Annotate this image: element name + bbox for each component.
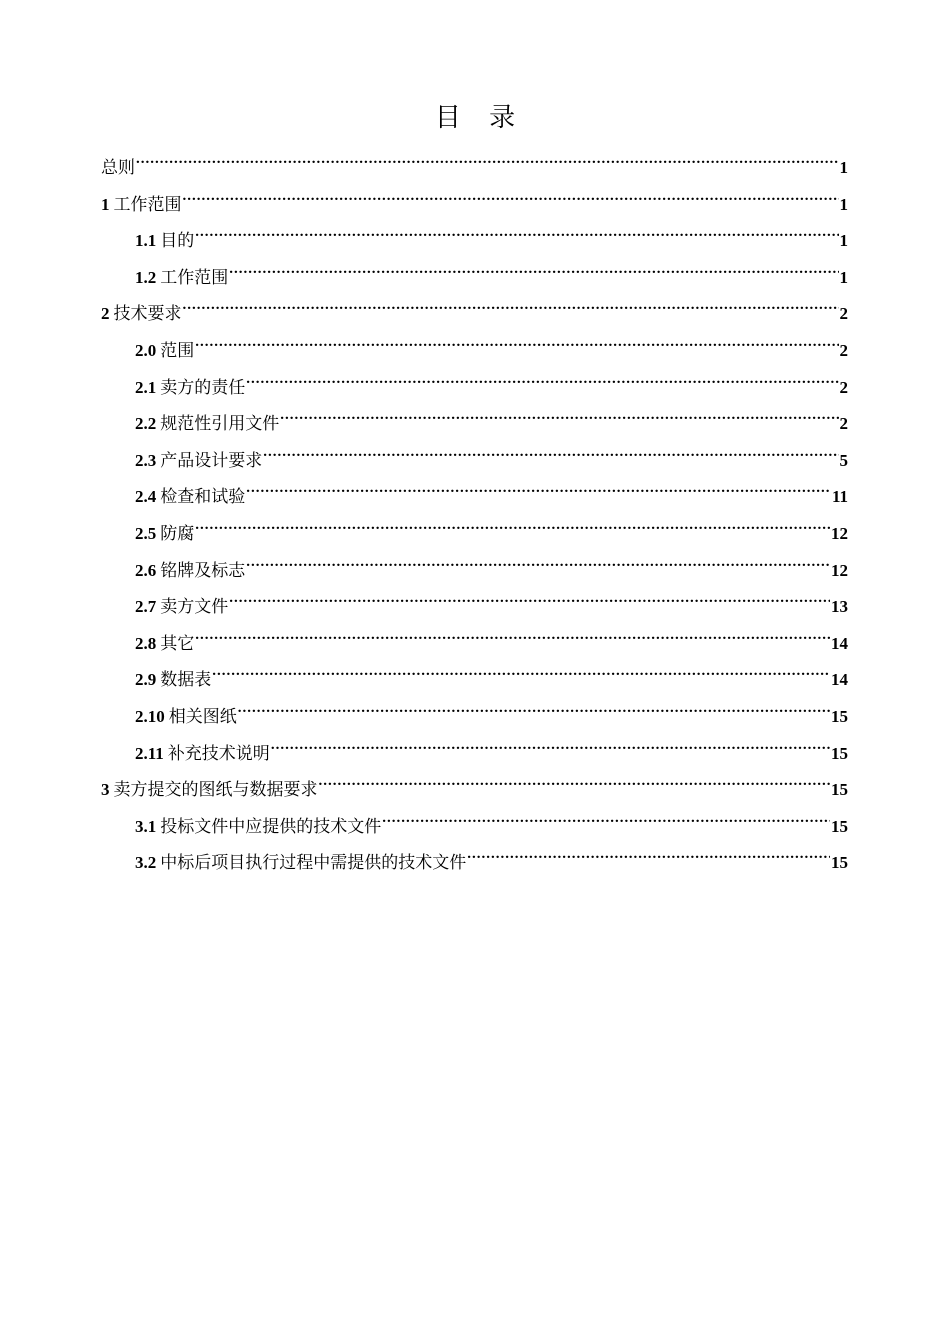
- toc-entry-2-0[interactable]: [101, 335, 848, 372]
- dot-leader: [319, 777, 831, 795]
- dot-leader: [246, 484, 831, 502]
- toc-entry-general[interactable]: [101, 152, 848, 189]
- toc-entry-label: 2.2 规范性引用文件: [135, 414, 280, 435]
- toc-entry-label: 2.6 铭牌及标志: [135, 560, 246, 581]
- toc-entry-3-2[interactable]: [101, 847, 848, 884]
- table-of-contents: [101, 152, 848, 884]
- toc-page-number: 15: [831, 743, 848, 763]
- toc-entry-2-4[interactable]: [101, 481, 848, 518]
- toc-page-number: 15: [831, 780, 848, 800]
- dot-leader: [212, 667, 830, 685]
- toc-entry-3-1[interactable]: [101, 811, 848, 848]
- toc-page-number: 13: [831, 597, 848, 617]
- toc-page-number: 15: [831, 853, 848, 873]
- toc-page-number: 1: [839, 194, 848, 214]
- toc-entry-1[interactable]: [101, 189, 848, 226]
- toc-entry-3[interactable]: [101, 774, 848, 811]
- toc-page-number: 14: [831, 670, 848, 690]
- toc-page-number: 14: [831, 633, 848, 653]
- toc-entry-1-1[interactable]: [101, 225, 848, 262]
- dot-leader: [195, 338, 838, 356]
- dot-leader: [195, 521, 830, 539]
- toc-page-number: 15: [831, 706, 848, 726]
- toc-entry-label: 3 卖方提交的图纸与数据要求: [101, 780, 318, 801]
- toc-entry-label: 3.2 中标后项目执行过程中需提供的技术文件: [135, 853, 467, 874]
- toc-entry-2-11[interactable]: [101, 738, 848, 775]
- toc-entry-2-2[interactable]: [101, 408, 848, 445]
- dot-leader: [271, 741, 830, 759]
- dot-leader: [183, 192, 839, 210]
- toc-title: 目 录: [434, 103, 526, 133]
- dot-leader: [467, 850, 830, 868]
- toc-entry-label: 2.11 补充技术说明: [135, 743, 270, 764]
- toc-entry-2-10[interactable]: [101, 701, 848, 738]
- dot-leader: [238, 704, 830, 722]
- toc-page-number: 2: [839, 414, 848, 434]
- toc-page-number: 12: [831, 523, 848, 543]
- dot-leader: [246, 375, 838, 393]
- toc-page-number: 1: [839, 158, 848, 177]
- toc-page-number: 11: [831, 487, 848, 507]
- toc-entry-label: 2.5 防腐: [135, 523, 195, 544]
- toc-entry-label: 2.10 相关图纸: [135, 706, 237, 727]
- dot-leader: [382, 814, 830, 832]
- toc-page-number: 5: [839, 450, 848, 470]
- toc-entry-2-7[interactable]: [101, 591, 848, 628]
- toc-entry-2-1[interactable]: [101, 372, 848, 409]
- toc-page-number: 1: [839, 231, 848, 251]
- dot-leader: [229, 265, 838, 283]
- toc-entry-label: 3.1 投标文件中应提供的技术文件: [135, 816, 382, 837]
- toc-entry-2-5[interactable]: [101, 518, 848, 555]
- toc-entry-label: 2.4 检查和试验: [135, 487, 246, 508]
- toc-entry-label: 2.3 产品设计要求: [135, 450, 263, 471]
- toc-page-number: 12: [831, 560, 848, 580]
- toc-entry-2[interactable]: [101, 298, 848, 335]
- dot-leader: [263, 448, 838, 466]
- toc-entry-label: 1 工作范围: [101, 194, 182, 215]
- toc-entry-label: 1.2 工作范围: [135, 267, 229, 288]
- dot-leader: [229, 594, 830, 612]
- toc-entry-2-6[interactable]: [101, 555, 848, 592]
- toc-page-number: 15: [831, 816, 848, 836]
- toc-entry-1-2[interactable]: [101, 262, 848, 299]
- dot-leader: [183, 301, 839, 319]
- toc-entry-label: 1.1 目的: [135, 231, 195, 252]
- toc-page-number: 2: [839, 377, 848, 397]
- toc-entry-label: 2.0 范围: [135, 340, 195, 361]
- toc-entry-label: 总则: [101, 158, 135, 178]
- toc-page-number: 2: [839, 304, 848, 324]
- toc-entry-2-3[interactable]: [101, 445, 848, 482]
- toc-entry-label: 2 技术要求: [101, 304, 182, 325]
- dot-leader: [246, 558, 830, 576]
- toc-page-number: 2: [839, 340, 848, 360]
- toc-entry-label: 2.9 数据表: [135, 670, 212, 691]
- toc-page-number: 1: [839, 267, 848, 287]
- toc-entry-2-9[interactable]: [101, 664, 848, 701]
- dot-leader: [280, 411, 838, 429]
- toc-entry-2-8[interactable]: [101, 628, 848, 665]
- dot-leader: [136, 155, 839, 173]
- dot-leader: [195, 631, 830, 649]
- dot-leader: [195, 228, 838, 246]
- toc-entry-label: 2.8 其它: [135, 633, 195, 654]
- toc-entry-label: 2.1 卖方的责任: [135, 377, 246, 398]
- toc-entry-label: 2.7 卖方文件: [135, 597, 229, 618]
